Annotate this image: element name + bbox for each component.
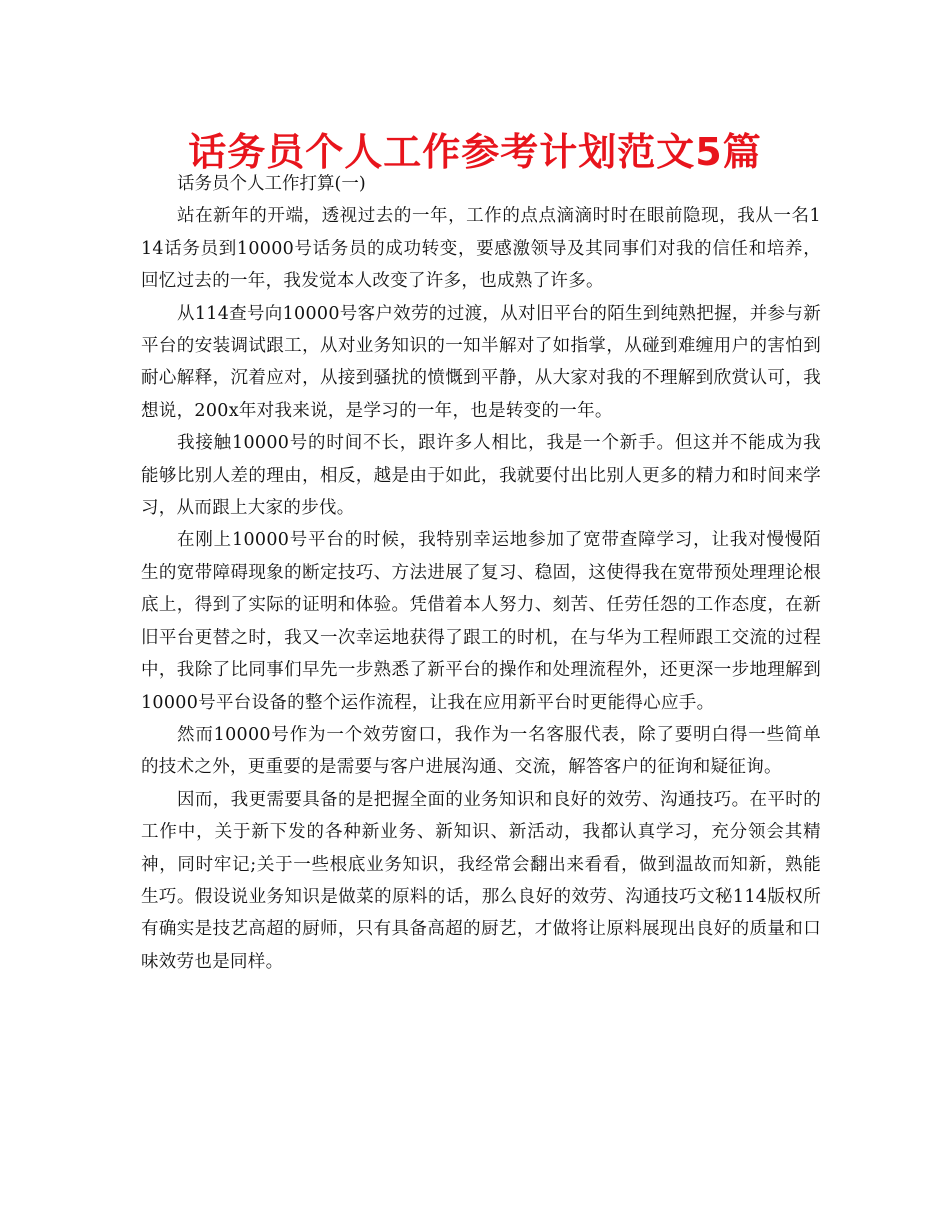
- paragraph-5: 然而10000号作为一个效劳窗口，我作为一名客服代表，除了要明白得一些简单的技术之外，更重要的是需要与客户进展沟通、交流，解答客户的征询和疑征询。: [141, 724, 821, 778]
- paragraph-2: 从114查号向10000号客户效劳的过渡，从对旧平台的陌生到纯熟把握，并参与新平台的安装调试跟工，从对业务知识的一知半解对了如指掌，从碰到难缠用户的害怕到耐心解释，沉着应对，从接到骚扰的愤慨到平静，从大家对我的不理解到欣赏认可，我想说，200x年对我来说，是学习的一年，也是转变的一年。: [141, 303, 821, 421]
- paragraph-4: 在刚上10000号平台的时候，我特别幸运地参加了宽带查障学习，让我对慢慢陌生的宽带障碍现象的断定技巧、方法进展了复习、稳固，这使得我在宽带预处理理论根底上，得到了实际的证明和体验。凭借着本人努力、刻苦、任劳任怨的工作态度，在新旧平台更替之时，我又一次幸运地获得了跟工的时机，在与华为工程师跟工交流的过程中，我除了比同事们早先一步熟悉了新平台的操作和处理流程外，还更深一步地理解到10000号平台设备的整个运作流程，让我在应用新平台时更能得心应手。: [141, 530, 821, 713]
- paragraph-3: 我接触10000号的时间不长，跟许多人相比，我是一个新手。但这并不能成为我能够比别人差的理由，相反，越是由于如此，我就要付出比别人更多的精力和时间来学习，从而跟上大家的步伐。: [141, 433, 821, 519]
- paragraph-1: 站在新年的开端，透视过去的一年，工作的点点滴滴时时在眼前隐现，我从一名114话务员到10000号话务员的成功转变，要感激领导及其同事们对我的信任和培养，回忆过去的一年，我发觉本人改变了许多，也成熟了许多。: [141, 206, 821, 292]
- section-heading: 话务员个人工作打算(一): [177, 174, 366, 194]
- paragraph-6: 因而，我更需要具备的是把握全面的业务知识和良好的效劳、沟通技巧。在平时的工作中，关于新下发的各种新业务、新知识、新活动，我都认真学习，充分领会其精神，同时牢记;关于一些根底业务知识，我经常会翻出来看看，做到温故而知新，熟能生巧。假设说业务知识是做菜的原料的话，那么良好的效劳、沟通技巧文秘114版权所有确实是技艺高超的厨师，只有具备高超的厨艺，才做将让原料展现出良好的质量和口味效劳也是同样。: [141, 789, 821, 972]
- document-body: [141, 168, 821, 978]
- document-title: 话务员个人工作参考计划范文5篇: [188, 130, 762, 174]
